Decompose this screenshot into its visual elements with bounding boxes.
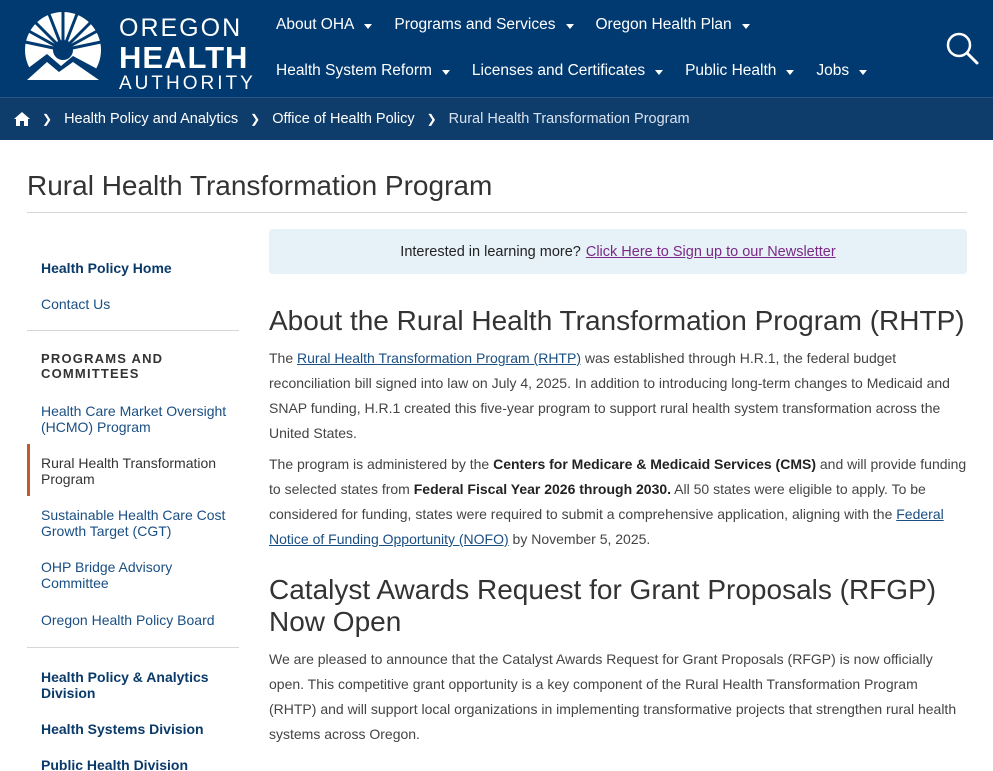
text: by November 5, 2025. <box>508 531 651 547</box>
chevron-right-icon: ❯ <box>250 112 261 126</box>
title-divider <box>27 212 967 213</box>
chevron-down-icon <box>364 24 372 29</box>
chevron-down-icon <box>442 70 450 75</box>
breadcrumb-current-page: Rural Health Transformation Program <box>448 111 690 127</box>
nav-about-oha[interactable] <box>276 16 372 34</box>
about-paragraph-1 <box>269 346 969 446</box>
sidebar-item-phd[interactable]: Public Health Division <box>41 757 189 771</box>
breadcrumb-office-health-policy[interactable]: Office of Health Policy <box>272 111 415 127</box>
search-icon <box>944 30 980 66</box>
logo-text <box>119 16 256 93</box>
chevron-down-icon <box>859 70 867 75</box>
breadcrumb <box>0 97 993 140</box>
newsletter-signup-link[interactable]: Click Here to Sign up to our Newsletter <box>585 243 836 260</box>
nofo-link[interactable]: Federal Notice of Funding Opportunity (NOFO) <box>269 506 944 547</box>
nav-public-health[interactable] <box>685 62 794 80</box>
text: and will provide funding to selected states from <box>269 456 967 497</box>
nav-programs-services[interactable] <box>394 16 573 34</box>
catalyst-heading-line-1: Catalyst Awards Request for Grant Proposals (RFGP) <box>269 574 937 605</box>
nav-oregon-health-plan[interactable] <box>596 16 750 34</box>
newsletter-text: Interested in learning more? <box>400 243 581 260</box>
main-nav-row-2 <box>276 62 889 80</box>
page-title: Rural Health Transformation Program <box>27 170 493 201</box>
search-button[interactable] <box>944 30 980 66</box>
nav-label: Programs and Services <box>394 16 556 33</box>
site-header <box>0 0 993 97</box>
about-heading: About the Rural Health Transformation Program (RHTP) <box>269 305 965 336</box>
text: The program is administered by the <box>269 456 494 472</box>
about-paragraph-2 <box>269 452 969 552</box>
rhtp-link[interactable]: Rural Health Transformation Program (RHTP) <box>297 350 581 366</box>
text: The <box>269 350 298 366</box>
oha-sun-mountain-icon <box>13 10 113 88</box>
chevron-right-icon: ❯ <box>42 112 53 126</box>
nav-label: Licenses and Certificates <box>471 62 646 79</box>
chevron-right-icon: ❯ <box>426 112 437 126</box>
sidebar-item-hcmo[interactable]: Health Care Market Oversight (HCMO) Program <box>41 403 227 435</box>
nav-label: Jobs <box>816 62 850 79</box>
nav-licenses-certificates[interactable] <box>472 62 663 80</box>
fiscal-year-text: Federal Fiscal Year 2026 through 2030. <box>413 481 672 497</box>
text: was established through H.R.1, the federal budget reconciliation bill signed into law on July 4, 2025. In addition to introducing long-term changes to Medicaid and SNAP funding, H.R.1 created this five-year program to support rural health system transformation across the United States. <box>269 350 950 441</box>
sidebar-item-ohpb[interactable]: Oregon Health Policy Board <box>41 612 215 628</box>
chevron-down-icon <box>786 70 794 75</box>
text: All 50 states were eligible to apply. To be considered for funding, states were required to submit a comprehensive application, aligning with the <box>269 481 926 522</box>
sidebar-divider <box>27 647 239 648</box>
breadcrumb-health-policy-analytics[interactable]: Health Policy and Analytics <box>64 111 239 127</box>
sidebar-item-hsd[interactable]: Health Systems Division <box>41 721 204 737</box>
chevron-down-icon <box>655 70 663 75</box>
home-icon[interactable] <box>14 112 30 126</box>
nav-label: About OHA <box>276 16 355 33</box>
logo-line-health: HEALTH <box>119 40 249 75</box>
main-nav-row-1 <box>276 16 772 34</box>
logo-line-authority: AUTHORITY <box>119 73 256 94</box>
oha-logo[interactable] <box>13 10 256 94</box>
sidebar-item-hpa-division[interactable]: Health Policy & Analytics Division <box>41 669 209 701</box>
sidebar-item-ohp-bridge[interactable]: OHP Bridge Advisory Committee <box>41 559 173 591</box>
chevron-down-icon <box>742 24 750 29</box>
nav-label: Health System Reform <box>276 62 432 79</box>
sidebar-divider <box>27 330 239 331</box>
catalyst-heading <box>269 574 969 638</box>
nav-label: Oregon Health Plan <box>595 16 732 33</box>
nav-health-system-reform[interactable] <box>276 62 450 80</box>
catalyst-paragraph: We are pleased to announce that the Catalyst Awards Request for Grant Proposals (RFGP) is now officially open. This competitive grant opportunity is a key component of the Rural Health Transformation Program (RHTP) and will support local organizations in implementing transformative projects that strengthen rural health systems across Oregon. <box>269 651 957 742</box>
sidebar-heading-programs: PROGRAMS AND COMMITTEES <box>41 351 164 381</box>
sidebar-item-contact-us[interactable]: Contact Us <box>41 296 111 312</box>
newsletter-banner <box>269 229 967 274</box>
sidebar-item-rhtp[interactable]: Rural Health Transformation Program <box>41 455 217 487</box>
nav-jobs[interactable] <box>816 62 867 80</box>
sidebar-item-cgt[interactable]: Sustainable Health Care Cost Growth Target (CGT) <box>41 507 226 539</box>
sidebar-item-health-policy-home[interactable]: Health Policy Home <box>41 260 172 276</box>
chevron-down-icon <box>566 24 574 29</box>
cms-text: Centers for Medicare & Medicaid Services (CMS) <box>493 456 816 472</box>
catalyst-heading-line-2: Now Open <box>269 606 402 637</box>
nav-label: Public Health <box>685 62 777 79</box>
logo-line-oregon: OREGON <box>119 14 243 42</box>
active-indicator <box>27 444 30 496</box>
